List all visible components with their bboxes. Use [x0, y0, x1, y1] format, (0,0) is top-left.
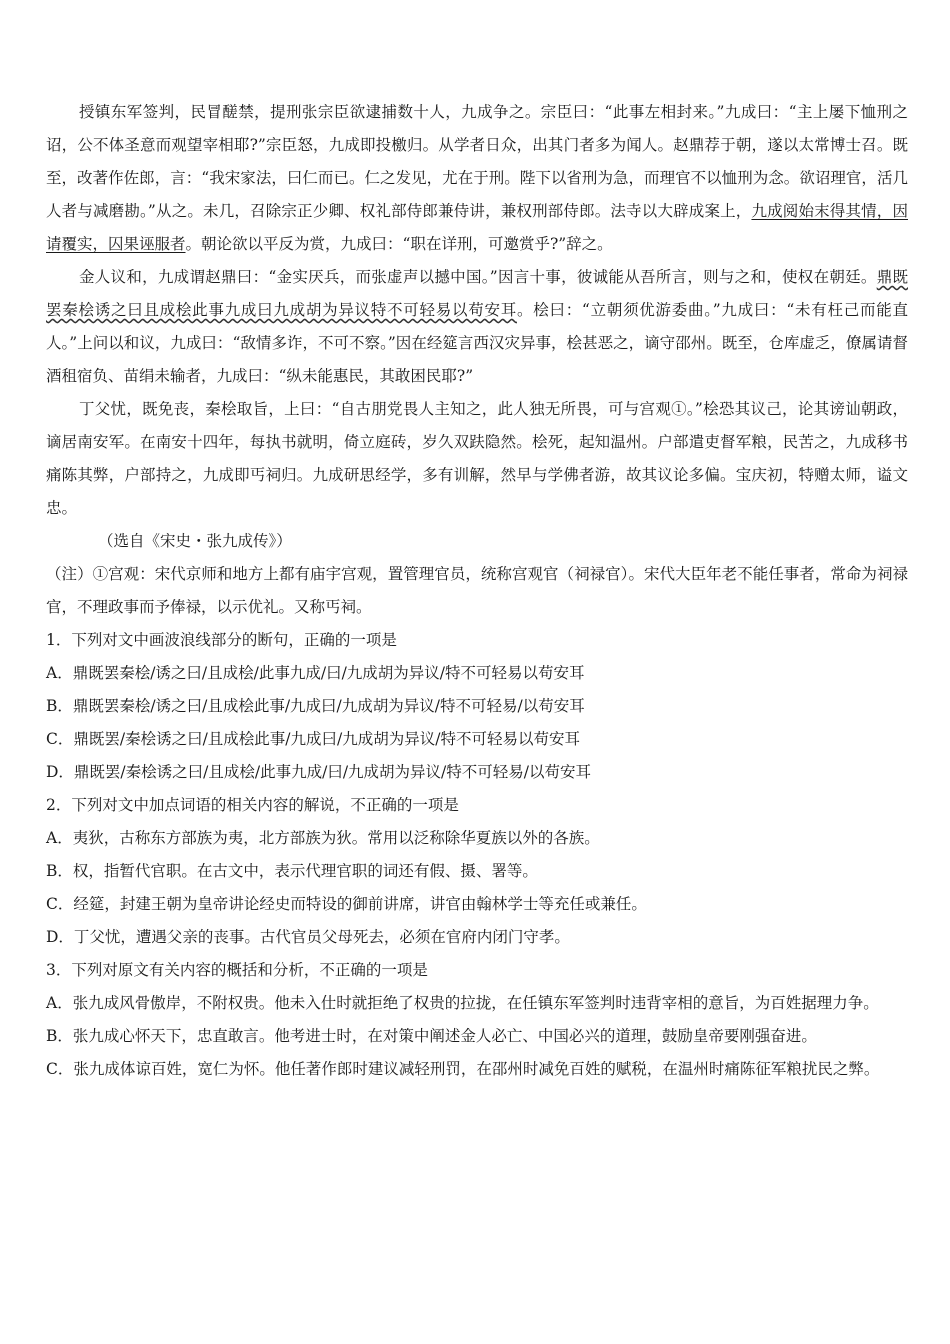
question-1-stem: 1．下列对文中画波浪线部分的断句，正确的一项是	[46, 631, 397, 649]
underlined-sentence: 九成阅始末得其情，因请覆实，囚果诬服者	[46, 202, 908, 253]
passage-paragraph-1	[46, 96, 908, 261]
question-3-option-b: B．张九成心怀天下，忠直敢言。他考进士时，在对策中阐述金人必亡、中国必兴的道理，鼓励皇帝要刚强奋进。	[46, 1027, 817, 1045]
annotation-note: （注）①宫观：宋代京师和地方上都有庙宇宫观，置管理官员，统称宫观官（祠禄官）。宋代大臣年老不能任事者，常命为祠禄官，不理政事而予俸禄，以示优礼。又称丐祠。	[46, 565, 908, 616]
question-1-option-c: C．鼎既罢/秦桧诱之曰/且成桧此事/九成曰/九成胡为异议/特不可轻易以苟安耳	[46, 730, 580, 748]
question-3-option-a: A．张九成风骨傲岸，不附权贵。他未入仕时就拒绝了权贵的拉拢，在任镇东军签判时违背宰相的意旨，为百姓据理力争。	[46, 994, 879, 1012]
passage-text: 。朝论欲以平反为赏，九成曰：“职在详刑，可邀赏乎?”辞之。	[185, 235, 613, 253]
source-citation: （选自《宋史・张九成传》）	[98, 532, 292, 550]
question-2-option-a: A．夷狄，古称东方部族为夷，北方部族为狄。常用以泛称除华夏族以外的各族。	[46, 829, 600, 847]
question-1-option-d: D．鼎既罢/秦桧诱之曰/且成桧/此事九成/曰/九成胡为异议/特不可轻易/以苟安耳	[46, 763, 591, 781]
passage-paragraph-2	[46, 261, 908, 393]
question-2-option-c: C．经筵，封建王朝为皇帝讲论经史而特设的御前讲席，讲官由翰林学士等充任或兼任。	[46, 895, 647, 913]
question-2-option-d: D．丁父忧，遭遇父亲的丧事。古代官员父母死去，必须在官府内闭门守孝。	[46, 928, 570, 946]
exam-page	[46, 96, 908, 1086]
question-2-stem: 2．下列对文中加点词语的相关内容的解说，不正确的一项是	[46, 796, 459, 814]
passage-text: 。桧曰：“立朝须优游委曲。”九成曰：“未有枉己而能直人。”上问以和议，九成曰：“敌情多诈，不可不察。”因在经筵言西汉灾异事，桧甚恶之，谪守邵州。既至，仓库虚乏，僚属请督酒租宿负、苗绢未输者，九成曰：“纵未能惠民，其敢困民耶?”	[46, 301, 908, 385]
question-2-option-b: B．权，指暂代官职。在古文中，表示代理官职的词还有假、摄、署等。	[46, 862, 538, 880]
question-3-stem: 3．下列对原文有关内容的概括和分析，不正确的一项是	[46, 961, 428, 979]
passage-paragraph-3: 丁父忧，既免丧，秦桧取旨，上曰：“自古朋党畏人主知之，此人独无所畏，可与宫观①。”桧恐其议己，论其谤讪朝政，谪居南安军。在南安十四年，每执书就明，倚立庭砖，岁久双趺隐然。桧死，起知温州。户部遣吏督军粮，民苦之，九成移书痛陈其弊，户部持之，九成即丐祠归。九成研思经学，多有训解，然早与学佛者游，故其议论多偏。宝庆初，特赠太师，谥文忠。	[46, 400, 908, 517]
question-1-option-b: B．鼎既罢秦桧/诱之曰/且成桧此事/九成曰/九成胡为异议/特不可轻易/以苟安耳	[46, 697, 585, 715]
wavy-underlined-sentence: 鼎既罢秦桧诱之曰且成桧此事九成曰九成胡为异议特不可轻易以苟安耳	[46, 268, 908, 319]
passage-text: 金人议和，九成谓赵鼎曰：“金实厌兵，而张虚声以撼中国。”因言十事，彼诚能从吾所言，则与之和，使权在朝廷。	[79, 268, 877, 286]
passage-text: 授镇东军签判，民冒醝禁，提刑张宗臣欲逮捕数十人，九成争之。宗臣曰：“此事左相封来。”九成曰：“主上屡下恤刑之诏，公不体圣意而观望宰相耶?”宗臣怒，九成即投檄归。从学者日众，出其门者多为闻人。赵鼎荐于朝，遂以太常博士召。既至，改著作佐郎，言：“我宋家法，曰仁而已。仁之发见，尤在于刑。陛下以省刑为急，而理官不以恤刑为念。欲诏理官，活几人者与减磨勘。”从之。未几，召除宗正少卿、权礼部侍郎兼侍讲，兼权刑部侍郎。法寺以大辟成案上，	[46, 103, 908, 220]
question-1-option-a: A．鼎既罢秦桧/诱之曰/且成桧/此事九成/曰/九成胡为异议/特不可轻易以苟安耳	[46, 664, 585, 682]
question-3-option-c: C．张九成体谅百姓，宽仁为怀。他任著作郎时建议减轻刑罚，在邵州时减免百姓的赋税，在温州时痛陈征军粮扰民之弊。	[46, 1060, 880, 1078]
